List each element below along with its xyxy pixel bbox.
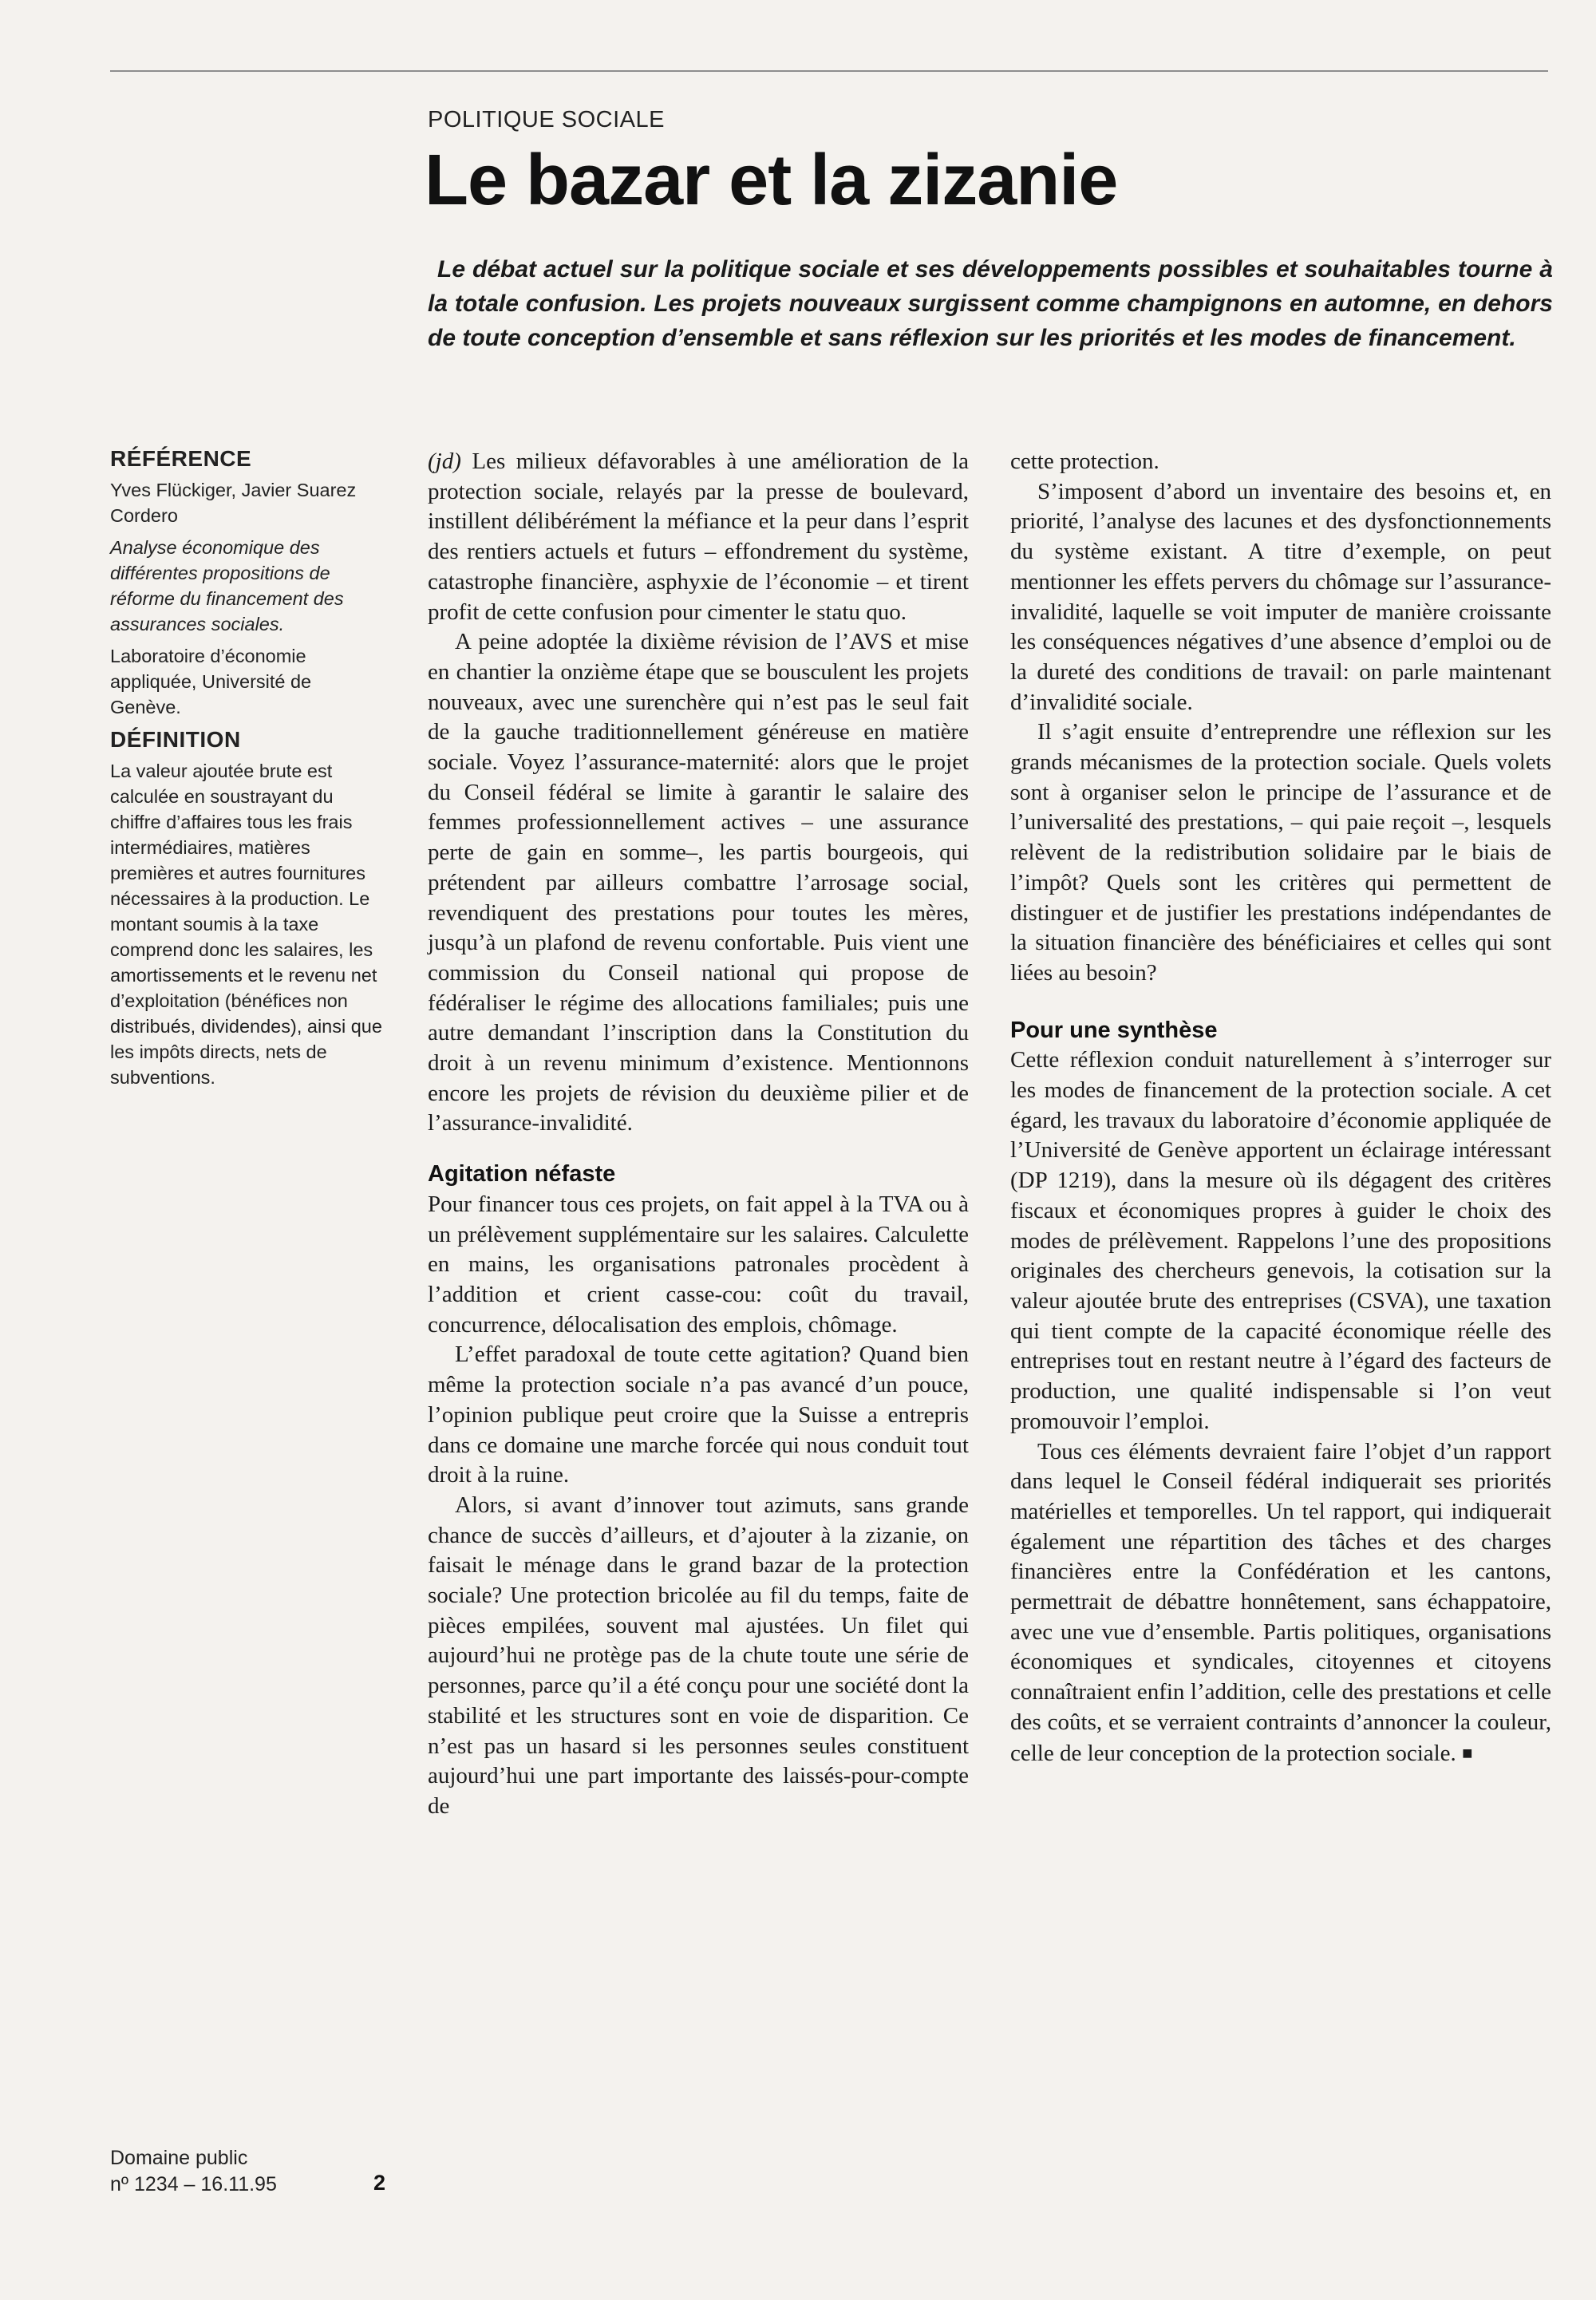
paragraph: A peine adoptée la dixième révision de l’AVS et mise en chantier la onzième étape que se bousculent les projets nouveaux, avec une surenchère qui n’est pas le seul fait de la gauche traditionnellement généreuse en matière sociale. Voyez l’assurance-maternité: alors que le projet du Conseil fédéral se limite à garantir le salaire des femmes professionnellement actives – une assurance perte de gain en somme–, les partis bourgeois, qui prétendent par ailleurs combattre l’arrosage social, revendiquent des prestations pour toutes les mères, jusqu’à un plafond de revenu confortable. Puis vient une commission du Conseil national qui propose de fédéraliser le régime des allocations familiales; puis une autre demandant l’inscription dans la Constitution du droit à un revenu minimum d’existence. Mentionnons encore les projets de révision du deuxième pilier et de l’assurance-invalidité. — [428, 629, 969, 1136]
paragraph: cette protection. — [1010, 449, 1159, 474]
paragraph: Cette réflexion conduit naturellement à s’interroger sur les modes de financement de la protection sociale. A cet égard, les travaux du laboratoire d’économie appliquée de l’Université de Genève apportent un éclairage intéressant (DP 1219), dans la mesure où ils dégagent des critères fiscaux et économiques propres à guider le choix des modes de prélèvement. Rappelons l’une des propositions originales des chercheurs genevois, la cotisation sur la valeur ajoutée brute des entreprises (CSVA), une taxation qui tient compte de la capacité économique réelle des entreprises tout en restant neutre à l’égard des facteurs de production, une qualité indispensable si l’on veut promouvoir l’emploi. — [1010, 1047, 1551, 1434]
paragraph: (jd) Les milieux défavorables à une amélioration de la protection sociale, relayés par la presse de boulevard, instillent délibérément la méfiance et la peur dans l’esprit des rentiers actuels et futurs – effondrement du système, catastrophe financière, asphyxie de l’économie – et tirent profit de cette confusion pour cimenter le statu quo. — [428, 449, 970, 625]
paragraph: Il s’agit ensuite d’entreprendre une réflexion sur les grands mécanismes de la protection sociale. Quels volets sont à organiser selon le principe de l’assurance et de l’universalité des prestations, – qui paie reçoit –, lesquels relèvent de la redistribution solidaire par le biais de l’impôt? Quels sont les critères qui permettent de distinguer et de justifier les prestations indépendantes de la situation financière des bénéficiaires et celles qui sont liées au besoin? — [1010, 719, 1551, 986]
article-lead: Le débat actuel sur la politique sociale et ses développements possibles et souhaitables tourne à la totale confusion. Les projets nouveaux surgissent comme champignons en automne, en dehors de toute conception d’ensemble et sans réflexion sur les priorités et les modes de financement. — [428, 256, 1553, 351]
section-kicker: POLITIQUE SOCIALE — [428, 107, 665, 132]
sidebar — [110, 445, 386, 1097]
publication-footer — [110, 2145, 397, 2198]
definition-text: La valeur ajoutée brute est calculée en soustrayant du chiffre d’affaires tous les frais intermédiaires, matières premières et autres fournitures nécessaires à la production. Le montant soumis à la taxe comprend donc les salaires, les amortissements et le revenu net d’exploitation (bénéfices non distribués, dividendes), ainsi que les impôts directs, nets de subventions. — [110, 761, 382, 1088]
issue-info: nº 1234 – 16.11.95 — [110, 2173, 277, 2195]
reference-institution: Laboratoire d’économie appliquée, Université de Genève. — [110, 646, 312, 717]
reference-authors: Yves Flückiger, Javier Suarez Cordero — [110, 480, 357, 526]
top-rule — [110, 70, 1548, 72]
reference-heading: RÉFÉRENCE — [110, 446, 252, 471]
article-column-1 — [428, 447, 969, 1822]
paragraph: Pour financer tous ces projets, on fait appel à la TVA ou à un prélèvement supplémentaire sur les salaires. Calculette en mains, les organisations patronales procèdent à l’addition et crient casse-cou: coût du travail, concurrence, délocalisation des emplois, chômage. — [428, 1191, 969, 1338]
article-title: Le bazar et la zizanie — [425, 140, 1118, 220]
paragraph: S’imposent d’abord un inventaire des besoins et, en priorité, l’analyse des lacunes et des dysfonctionnements du système existant. A titre d’exemple, on peut mentionner les effets pervers du chômage sur l’assurance-invalidité, laquelle se voit imputer de manière croissante les conséquences négatives d’une absence d’emploi ou de la dureté des conditions de travail: on parle maintenant d’invalidité sociale. — [1010, 478, 1551, 715]
paragraph: Tous ces éléments devraient faire l’objet d’un rapport dans lequel le Conseil fédéral indiquerait ses priorités matérielles et temporelles. Un tel rapport, qui indiquerait également une répartition des tâches et des charges financières entre la Confédération et les cantons, permettrait de débattre honnêtement, sans échappatoire, avec une vue d’ensemble. Partis politiques, organisations économiques et syndicales, citoyennes et citoyens connaîtraient enfin l’addition, celle des prestations et celle des coûts, et se verraient contraints d’annoncer la couleur, celle de leur conception de la protection sociale. ■ — [1010, 1438, 1551, 1766]
subheading-synthese: Pour une synthèse — [1010, 1017, 1218, 1043]
reference-work-title: Analyse économique des différentes propositions de réforme du financement des assurances sociales. — [110, 537, 344, 634]
byline: (jd) — [428, 449, 461, 474]
page-number: 2 — [373, 2171, 386, 2195]
end-mark-icon: ■ — [1462, 1742, 1473, 1763]
paragraph: L’effet paradoxal de toute cette agitation? Quand bien même la protection sociale n’a pas avancé d’un pouce, l’opinion publique peut croire que la Suisse a entrepris dans ce domaine une marche forcée qui nous conduit tout droit à la ruine. — [428, 1342, 969, 1488]
subheading-agitation: Agitation néfaste — [428, 1161, 616, 1188]
article-column-2 — [1010, 447, 1551, 1768]
publication-name: Domaine public — [110, 2147, 248, 2169]
definition-heading: DÉFINITION — [110, 727, 241, 752]
paragraph: Alors, si avant d’innover tout azimuts, sans grande chance de succès d’ailleurs, et d’ajouter à la zizanie, on faisait le ménage dans le grand bazar de la protection sociale? Une protection bricolée au fil du temps, faite de pièces empilées, souvent mal ajustées. Un filet qui aujourd’hui ne protège pas de la chute toute une série de personnes, parce qu’il a été conçu pour une société dont la stabilité et les structures sont en voie de disparition. Ce n’est pas un hasard si les personnes seules constituent aujourd’hui une part importante des laissés-pour-compte de — [428, 1492, 969, 1819]
